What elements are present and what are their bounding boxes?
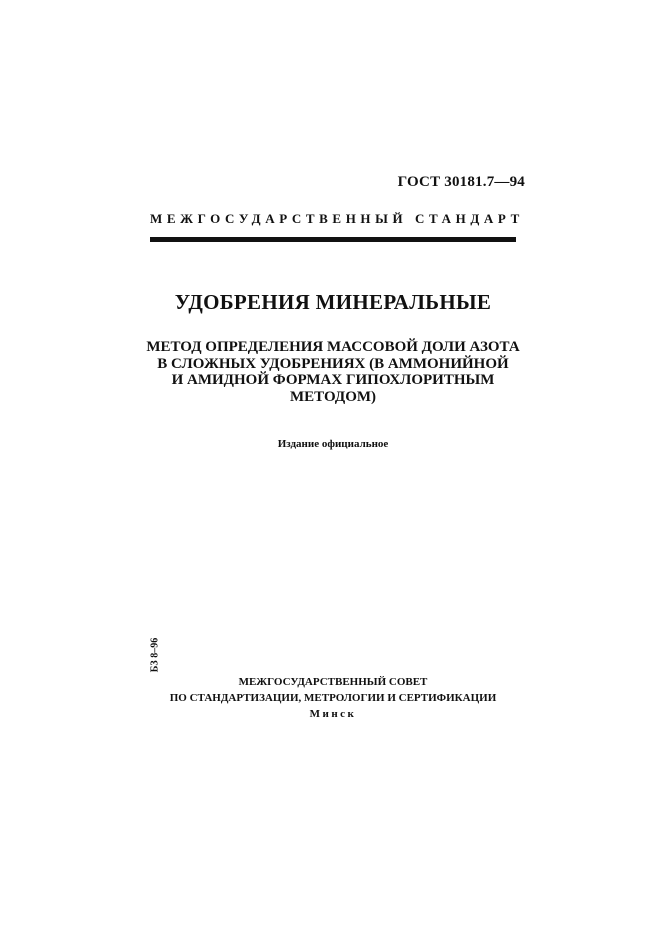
edition-label: Издание официальное bbox=[277, 438, 389, 450]
document-number: ГОСТ 30181.7—94 bbox=[397, 174, 525, 190]
catalog-code: БЗ 8–96 bbox=[149, 637, 161, 673]
document-title: УДОБРЕНИЯ МИНЕРАЛЬНЫЕ bbox=[174, 290, 492, 314]
subtitle-line: МЕТОДОМ) bbox=[289, 388, 377, 405]
publisher-line: МЕЖГОСУДАРСТВЕННЫЙ СОВЕТ bbox=[238, 676, 428, 688]
document-subtitle bbox=[100, 339, 566, 405]
publisher-city: Минск bbox=[309, 708, 357, 720]
subtitle-line: И АМИДНОЙ ФОРМАХ ГИПОХЛОРИТНЫМ bbox=[171, 372, 495, 388]
heading-divider bbox=[150, 237, 516, 242]
publisher-line: ПО СТАНДАРТИЗАЦИИ, МЕТРОЛОГИИ И СЕРТИФИКАЦИИ bbox=[169, 692, 497, 704]
standard-type-heading: МЕЖГОСУДАРСТВЕННЫЙ СТАНДАРТ bbox=[150, 211, 524, 226]
subtitle-line: В СЛОЖНЫХ УДОБРЕНИЯХ (В АММОНИЙНОЙ bbox=[157, 355, 509, 372]
publisher-block bbox=[100, 674, 566, 722]
subtitle-line: МЕТОД ОПРЕДЕЛЕНИЯ МАССОВОЙ ДОЛИ АЗОТА bbox=[146, 339, 520, 355]
